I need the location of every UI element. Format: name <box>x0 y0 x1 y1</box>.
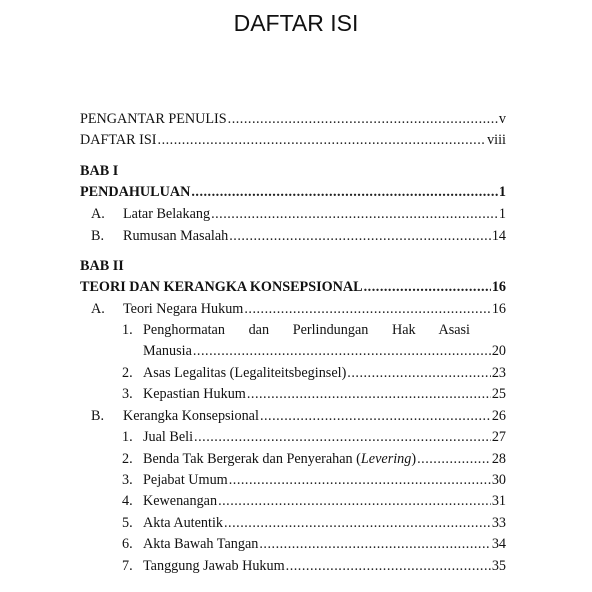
toc-entry-label: Penghormatan dan Perlindungan Hak Asasi <box>143 322 470 338</box>
toc-entry-page: 26 <box>491 408 506 424</box>
toc-entry-label: Kewenangan <box>143 493 218 509</box>
toc-entry-teori-negara-hukum[interactable] <box>91 301 506 318</box>
dot-leader <box>347 365 491 382</box>
dot-leader <box>364 279 491 296</box>
toc-entry-label: Teori Negara Hukum <box>123 301 244 317</box>
toc-entry-page: viii <box>487 132 506 148</box>
toc-entry-kepastian-hukum[interactable] <box>122 386 506 403</box>
toc-entry-page: 1 <box>498 206 506 222</box>
chapter-title: PENDAHULUAN <box>80 184 191 200</box>
toc-entry-label: Akta Autentik <box>143 515 223 531</box>
toc-entry-label-italic: Levering <box>360 451 412 467</box>
toc-entry-page: v <box>498 111 506 127</box>
dot-leader <box>218 493 491 510</box>
toc-entry-page: 30 <box>491 472 506 488</box>
toc-entry-label: Latar Belakang <box>123 206 211 222</box>
toc-marker: 1. <box>122 429 133 445</box>
toc-entry-pengantar[interactable] <box>80 111 506 128</box>
dot-leader <box>244 301 490 318</box>
page-title: DAFTAR ISI <box>233 10 359 36</box>
toc-entry-page: 34 <box>491 536 506 552</box>
toc-marker: B. <box>91 408 105 424</box>
dot-leader <box>229 472 491 489</box>
toc-entry-page: 1 <box>498 184 506 200</box>
toc-entry-label: Tanggung Jawab Hukum <box>143 558 285 574</box>
dot-leader <box>228 111 498 128</box>
dot-leader <box>286 558 491 575</box>
chapter-number: BAB II <box>80 258 124 274</box>
dot-leader <box>260 408 491 425</box>
toc-entry-kewenangan[interactable] <box>122 493 506 510</box>
toc-entry-label: Benda Tak Bergerak dan Penyerahan ( <box>143 451 361 467</box>
toc-entry-page: 16 <box>491 279 506 295</box>
toc-entry-page: 33 <box>491 515 506 531</box>
dot-leader <box>193 343 491 360</box>
dot-leader <box>194 429 491 446</box>
dot-leader <box>158 132 487 149</box>
toc-marker: 5. <box>122 515 133 531</box>
chapter-number: BAB I <box>80 163 119 179</box>
dot-leader <box>417 451 491 468</box>
toc-entry-label-end: ) <box>411 451 417 467</box>
dot-leader <box>191 184 498 201</box>
toc-marker: 7. <box>122 558 133 574</box>
toc-marker: 2. <box>122 451 133 467</box>
toc-entry-akta-bawah-tangan[interactable] <box>122 536 506 553</box>
toc-entry-page: 25 <box>491 386 506 402</box>
toc-entry-akta-autentik[interactable] <box>122 515 506 532</box>
toc-entry-rumusan-masalah[interactable] <box>91 228 506 245</box>
chapter-heading-bab-1 <box>80 163 118 180</box>
toc-marker: 3. <box>122 386 133 402</box>
toc-marker: 4. <box>122 493 133 509</box>
toc-entry-penghormatan[interactable] <box>122 322 470 339</box>
toc-entry-benda-tak-bergerak[interactable] <box>122 451 506 468</box>
toc-entry-label: Rumusan Masalah <box>123 228 229 244</box>
toc-marker: 6. <box>122 536 133 552</box>
toc-entry-kerangka-konsepsional[interactable] <box>91 408 506 425</box>
toc-entry-label-cont: Manusia <box>143 343 192 359</box>
toc-entry-label: PENGANTAR PENULIS <box>80 111 227 127</box>
toc-entry-teori-kerangka[interactable] <box>80 279 506 296</box>
toc-entry-latar-belakang[interactable] <box>91 206 506 223</box>
dot-leader <box>224 515 491 532</box>
toc-entry-page: 35 <box>491 558 506 574</box>
toc-entry-label: Kerangka Konsepsional <box>123 408 259 424</box>
toc-entry-penghormatan-cont[interactable] <box>143 343 506 360</box>
toc-entry-label: DAFTAR ISI <box>80 132 157 148</box>
toc-entry-page: 23 <box>491 365 506 381</box>
toc-entry-label: Akta Bawah Tangan <box>143 536 259 552</box>
toc-entry-jual-beli[interactable] <box>122 429 506 446</box>
toc-entry-page: 20 <box>491 343 506 359</box>
toc-marker: B. <box>91 228 105 244</box>
dot-leader <box>259 536 490 553</box>
toc-marker: 2. <box>122 365 133 381</box>
toc-entry-label: Kepastian Hukum <box>143 386 246 402</box>
dot-leader <box>211 206 498 223</box>
toc-marker: A. <box>91 206 105 222</box>
toc-marker: 3. <box>122 472 133 488</box>
toc-marker: A. <box>91 301 105 317</box>
toc-entry-page: 31 <box>491 493 506 509</box>
toc-entry-page: 28 <box>491 451 506 467</box>
toc-entry-pendahuluan[interactable] <box>80 184 506 201</box>
toc-entry-label: Jual Beli <box>143 429 194 445</box>
toc-entry-page: 14 <box>491 228 506 244</box>
toc-entry-asas-legalitas[interactable] <box>122 365 506 382</box>
toc-entry-label: Asas Legalitas (Legaliteitsbeginsel) <box>143 365 347 381</box>
toc-entry-page: 16 <box>491 301 506 317</box>
toc-marker: 1. <box>122 322 133 338</box>
toc-entry-label: Pejabat Umum <box>143 472 228 488</box>
toc-entry-tanggung-jawab-hukum[interactable] <box>122 558 506 575</box>
dot-leader <box>229 228 491 245</box>
dot-leader <box>247 386 491 403</box>
chapter-title: TEORI DAN KERANGKA KONSEPSIONAL <box>80 279 363 295</box>
toc-entry-daftar-isi[interactable] <box>80 132 506 149</box>
chapter-heading-bab-2 <box>80 258 124 275</box>
toc-entry-pejabat-umum[interactable] <box>122 472 506 489</box>
toc-entry-page: 27 <box>491 429 506 445</box>
